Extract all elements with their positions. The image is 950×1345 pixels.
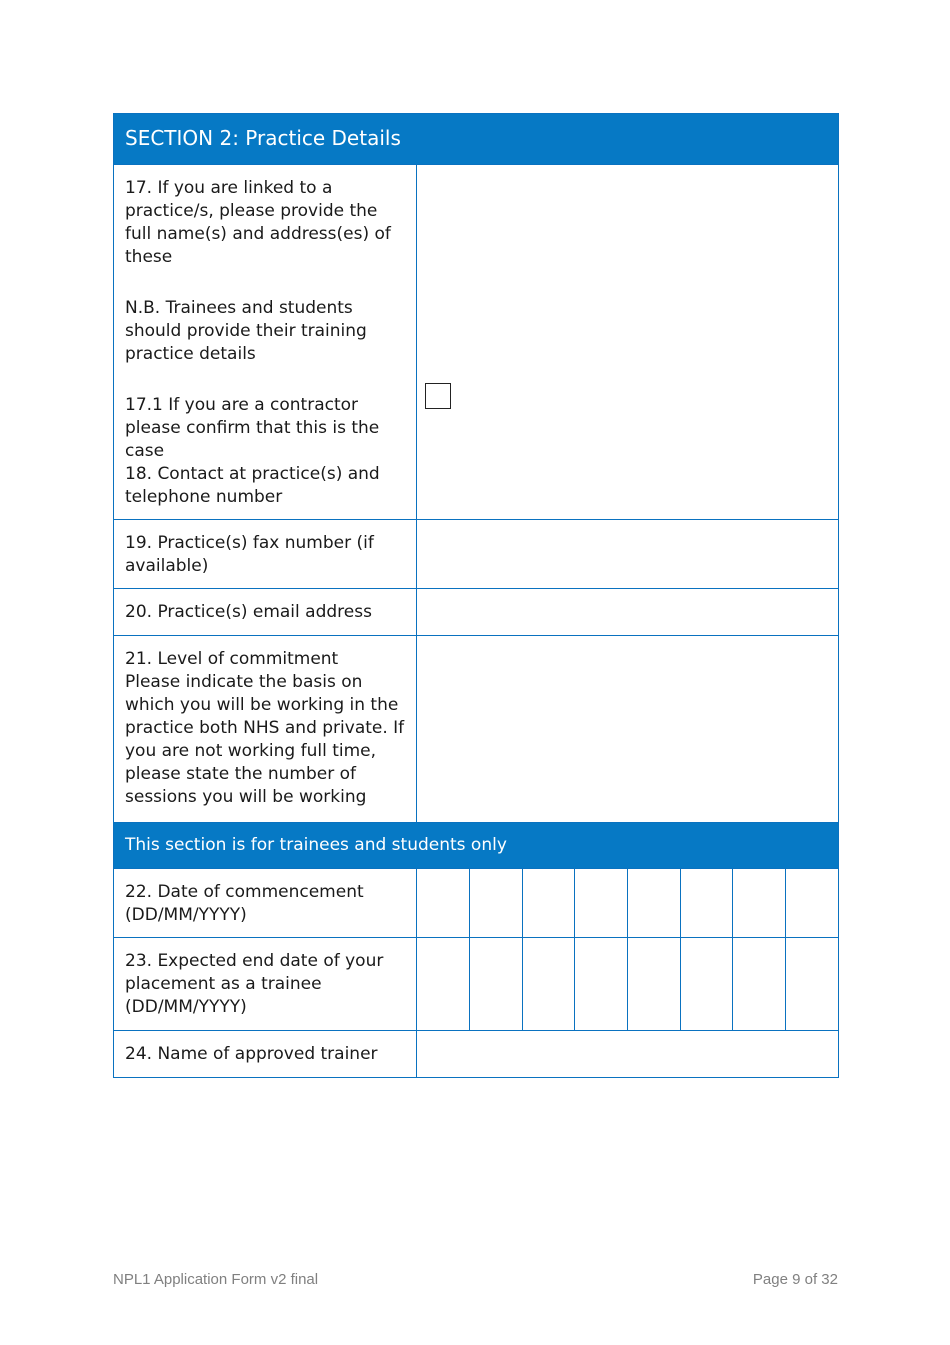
date-digit-box[interactable]	[522, 938, 575, 1030]
q18-text: 18. Contact at practice(s) and telephone number	[125, 464, 380, 507]
question-21-label	[114, 636, 417, 823]
q17-1-text: 17.1 If you are a contractor please confirm that this is the case	[125, 395, 380, 461]
q17-note: N.B. Trainees and students should provide their training practice details	[125, 298, 367, 364]
date-digit-box[interactable]	[628, 869, 681, 937]
q21-title: 21. Level of commitment	[125, 649, 339, 669]
date-digit-box[interactable]	[785, 869, 838, 937]
question-19-label: 19. Practice(s) fax number (if available)	[114, 520, 417, 589]
footer-page-number: Page 9 of 32	[752, 1271, 838, 1288]
date-digit-box[interactable]	[575, 938, 628, 1030]
date-digit-box[interactable]	[680, 869, 733, 937]
q21-answer-field[interactable]	[417, 636, 839, 823]
section-title: SECTION 2: Practice Details	[114, 114, 839, 165]
date-digit-box[interactable]	[522, 869, 575, 937]
question-22-label: 22. Date of commencement (DD/MM/YYYY)	[114, 869, 417, 938]
question-23-label: 23. Expected end date of your placement as a trainee (DD/MM/YYYY)	[114, 938, 417, 1031]
contractor-checkbox[interactable]	[425, 383, 451, 409]
q20-answer-field[interactable]	[417, 589, 839, 636]
footer-document-name: NPL1 Application Form v2 final	[113, 1271, 319, 1288]
q19-answer-field[interactable]	[417, 520, 839, 589]
date-digit-box[interactable]	[785, 938, 838, 1030]
date-digit-box[interactable]	[733, 938, 786, 1030]
q21-detail: Please indicate the basis on which you will be working in the practice both NHS and private. If you are not working full time, please state the number of sessions you will be working	[125, 672, 405, 807]
date-digit-box[interactable]	[628, 938, 681, 1030]
date-digit-box[interactable]	[417, 938, 470, 1030]
date-digit-box[interactable]	[417, 869, 470, 937]
date-digit-box[interactable]	[680, 938, 733, 1030]
question-20-label: 20. Practice(s) email address	[114, 589, 417, 636]
date-digit-box[interactable]	[470, 869, 523, 937]
question-24-label: 24. Name of approved trainer	[114, 1031, 417, 1078]
q24-answer-field[interactable]	[417, 1031, 839, 1078]
subsection-title: This section is for trainees and students only	[114, 823, 839, 869]
q22-date-boxes	[417, 869, 839, 938]
practice-details-form	[113, 113, 839, 1078]
question-17-label	[114, 165, 417, 520]
q17-text: 17. If you are linked to a practice/s, please provide the full name(s) and address(es) of these	[125, 178, 391, 267]
date-digit-box[interactable]	[733, 869, 786, 937]
date-digit-box[interactable]	[470, 938, 523, 1030]
q23-date-boxes	[417, 938, 839, 1031]
q17-answer-field[interactable]	[417, 165, 839, 520]
date-digit-box[interactable]	[575, 869, 628, 937]
